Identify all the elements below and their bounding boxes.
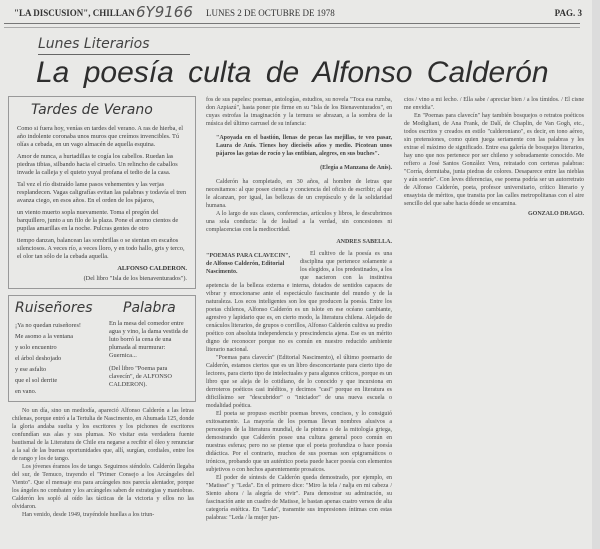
poems-box: [8, 295, 196, 402]
poem-palabra: [109, 300, 189, 397]
poem-line: Me asomo a la ventana: [15, 333, 74, 340]
paragraph: No un día, sino un mediodía, apareció Alfonso Calderón a las letras chilenas, porque entró a la Tertulia de Nascimento, en Ahumada 125, donde la gloria andaba suelta y los escritores y los pichones de escritores confundían sus alas y sus plumas. No visitar esta verdadera fuente bautismal de la Literatura de Chile era negarse a recibir el óleo y renunciar a la sal de las buenas oportunidades que, allí, surgían, cordiales, entre los de rango y los de tango.: [12, 408, 194, 462]
stanza: un viento muerto sopla nuevamente. Toma el pregón del barquillero, junto a un filo de la plaza. Pone el aromo cientos de pupilas amarillas en la noche. Pulcras gentes de otro: [17, 209, 179, 232]
paragraph: Calderón ha completado, en 30 años, al hombre de letras que necesitamos: al que posee ciencia y conciencia del oficio de escribir; al que le alcanzan, por igual, las bellezas de un crepúsculo y de la solidaridad humana.: [206, 179, 392, 209]
section-kicker: Lunes Literarios: [38, 36, 190, 55]
article-column-2: [206, 96, 392, 522]
poem-line: y ese asfalto: [15, 366, 47, 373]
left-column: [8, 96, 196, 519]
header-rule: [4, 23, 580, 24]
issue-date: LUNES 2 DE OCTUBRE DE 1978: [206, 8, 335, 18]
author-signature: ANDRES SABELLA.: [336, 239, 392, 245]
poem-line: en vano.: [15, 388, 37, 395]
paragraph: cios / vino a mi lecho. / Ella sabe / apreciar bien / a los tímidos. / El cisne me envidia".: [404, 97, 584, 111]
paragraph: El poder de síntesis de Calderón queda demostrado, por ejemplo, en "Matisse" y "Leda". En el primero dice: "Miro la tela / nalja en mi cabeza / Siento ahora / la alegría de vivir". Para demostrar su admiración, su fascinación ante un cuadro de Matisse, le bastan apenas cuatro versos de alta categoría estética. En "Leda", transmite sus impresiones íntimas con estas palabras: "Leda / la mujer jun-: [206, 475, 392, 521]
paragraph: Los jóvenes éramos los de tango. Seguimos siéndolo. Calderón llegaba del sur, de Temuco, trayendo el "Primer Consejo a los Arcángeles del Viento". Que el mensaje era para arcángeles nos parecía alentador, porque los ángeles no combaten y los arcángeles saben de estrategias y maniobras. Calderón les sopló al oído las tácticas de la victoria y ellos no las olvidaron.: [12, 464, 194, 510]
paragraph: A lo largo de sus clases, conferencias, artículos y libros, le descubrimos una sola conducta: la de lealtad a la verdad, sin concesiones ni complacencias con la mediocridad.: [206, 211, 392, 233]
poem-text: En la mesa del comedor entre agua y vino, la dama vestida de luto borró la cena de una plumada al murmurar: Guernica...: [109, 320, 189, 359]
stanza: Amor de nunca, a hurtadillas te cogía los cabellos. Ruedan las piedras tibias, silbando hacia el ciruelo. Un relincho de caballos invade la calleja y el quieto yuyal profana el tedio de la casa.: [17, 153, 178, 176]
paragraph: En "Poemas para clavecín" hay también bosquejos o retratos poéticos de Modigliani, de Ana Frank, de Dalí, de Chaplin, de Van Gogh, etc., todos escritos y creados en estilo "calderoniano", es decir, en tono aéreo, sin pretensiones, como quien juega seriamente con las palabras y les extrae el máximo de significado. Entre esa galería de bosquejos literarios, hay uno que nos pertenece por ser chileno y sobradamente conocido. Me refiero a José Santos González Vera, retratado con certeras palabras: "Corría, dormitaba, junta piedras de colores. Desaparece entre las nieblas y aún sonríe". Con leves diferencias, ese poema podría ser un autorretrato de Alfonso Calderón, poeta, profesor universitario, crítico literario y ensayista de méritos, que transita por las calles metropolitanas con el aire sencillo del que sabe hacia dónde se encamina.: [404, 113, 584, 207]
article-column-1: [8, 402, 196, 519]
stanza: Tal vez el río distraído lame pasos vehementes y las verjas resplandecen. Vagas caligrafías evitan las palabras y todavía el tren avanza ciego, en esos años. En el orden de los pájaros,: [17, 181, 187, 204]
paragraph: Han venido, desde 1949, trayéndole huellas a los triun-: [22, 512, 155, 518]
paragraph: El cultivo de la poesía es una disciplina que pertenece solamente a los elegidos, a los predestinados, a los que nacieron con la instintiva apetencia de la belleza externa e interna, dotados de sentidos capaces de vibrar y emocionarse ante el espectáculo fascinante del mundo y de la naturaleza. Los ecos inteligentes son los que producen la poesía. Entre los poetas chilenos, Alfonso Calderón es un islote en ese océano cambiante, agresivo y lapidario que es, en cierto modo, la literatura chilena. Alejado de cenáculos literarios, de grupos o corrillos, Alfonso Calderón cultiva su predio poético con absoluta independencia y prescindencia ajena. Ese es un mérito digno de reconocer porque no es común en nuestro reducido ambiente literario nacional.: [206, 251, 392, 353]
stanza: tiempo danzan, balancean las sombrillas o se sientan en escaños silenciosos. A veces río, a veces lloro, y en todo hallo, gris y terco, el olor tan sólo de la cebada aquella.: [17, 237, 185, 260]
poem-title: Ruiseñores: [15, 300, 93, 316]
poem-source: (Del libro "Poema para clavecín", de ALFONSO CALDERON).: [109, 365, 172, 388]
review-heading: "POEMAS PARA CLAVECIN", de Alfonso Calderón, Editorial Nascimento.: [206, 253, 290, 275]
poem-tardes-de-verano: [8, 96, 196, 289]
poem-author: ALFONSO CALDERON.: [117, 265, 187, 272]
stanza: Como si fuera hoy, venías en tardes del verano. A ras de hierba, el año indolente coronaba unos muros que creímos invencibles. Tú olías a cebada, en un vago almacén de aquella esquina.: [17, 125, 184, 148]
quote-source: (Elegía a Manzana de Anís).: [320, 165, 392, 171]
author-signature: GONZALO DRAGO.: [527, 211, 584, 217]
poem-line: el árbol deshojado: [15, 355, 62, 362]
header-rule-secondary: [4, 27, 580, 28]
poem-line: ¡Ya no quedan ruiseñores!: [15, 322, 81, 329]
poem-line: y solo encuentro: [15, 344, 57, 351]
paragraph: El poeta se propuso escribir poemas breves, concisos, y lo consiguió exitosamente. La mayoría de los poemas llevan nombres alusivos a personajes de la literatura mundial, de la pintura o de la mitología griega, demostrando que Calderón posee una cultura general poco común en nuestras esferas; pero no se piense que el poeta profundiza o hace poesía didáctica. Por el contrario, muchos de sus poemas son epigramáticos o irónicos, probando que un auténtico poeta puede hacer poesía con elementos subjetivos o con hechos aparentemente prosaicos.: [206, 411, 392, 473]
quoted-verse: "Apoyada en el bastión, llenas de pecas las mejillas, te veo pasar, Laura de Anís. Tienes hoy dieciséis años y medio. Picotean unos pájaros las gotas de rocío y las entibian, alegres, en sus buches".: [216, 135, 392, 157]
paragraph: "Poemas para clavecín" (Editorial Nascimento), el último poemario de Calderón, estamos ciertos que es un libro desconcertante para cierto tipo de lectores, para cierto tipo de intelectuales y para algunos críticos, porque es un libro que se aleja de lo cotidiano, de lo conocido y que incursiona en derroteros poéticos casi inéditos, y decimos "casi" porque en literatura es dificilísimo ser "descubridor" o "iniciador" de una nueva escuela o modalidad poética.: [206, 355, 392, 409]
article-column-3: [404, 96, 584, 218]
poem-ruisenores: [15, 300, 101, 397]
poem-title: Tardes de Verano: [31, 102, 153, 118]
paragraph: fos de sus papeles: poemas, antologías, estudios, su novela "Toca esa rumba, don Azpiazú", hasta poner pie firme en su "Isla de los Bienaventurados", en cuyas estrofas la imaginación y la ternura se abrazan, a la sombra de la música del último carrusel de su infancia:: [206, 97, 392, 127]
publication-name: "LA DISCUSION", CHILLAN: [14, 8, 135, 18]
headline: La poesía culta de Alfonso Calderón: [36, 56, 549, 89]
poem-source: (Del libro "Isla de los bienaventurados").: [83, 275, 187, 282]
masthead: [8, 5, 582, 23]
poem-line: que el sol derrite: [15, 377, 58, 384]
handwritten-reference: 6Y9166: [136, 3, 193, 21]
page-number: PAG. 3: [554, 8, 582, 18]
poem-title: Palabra: [123, 300, 176, 316]
